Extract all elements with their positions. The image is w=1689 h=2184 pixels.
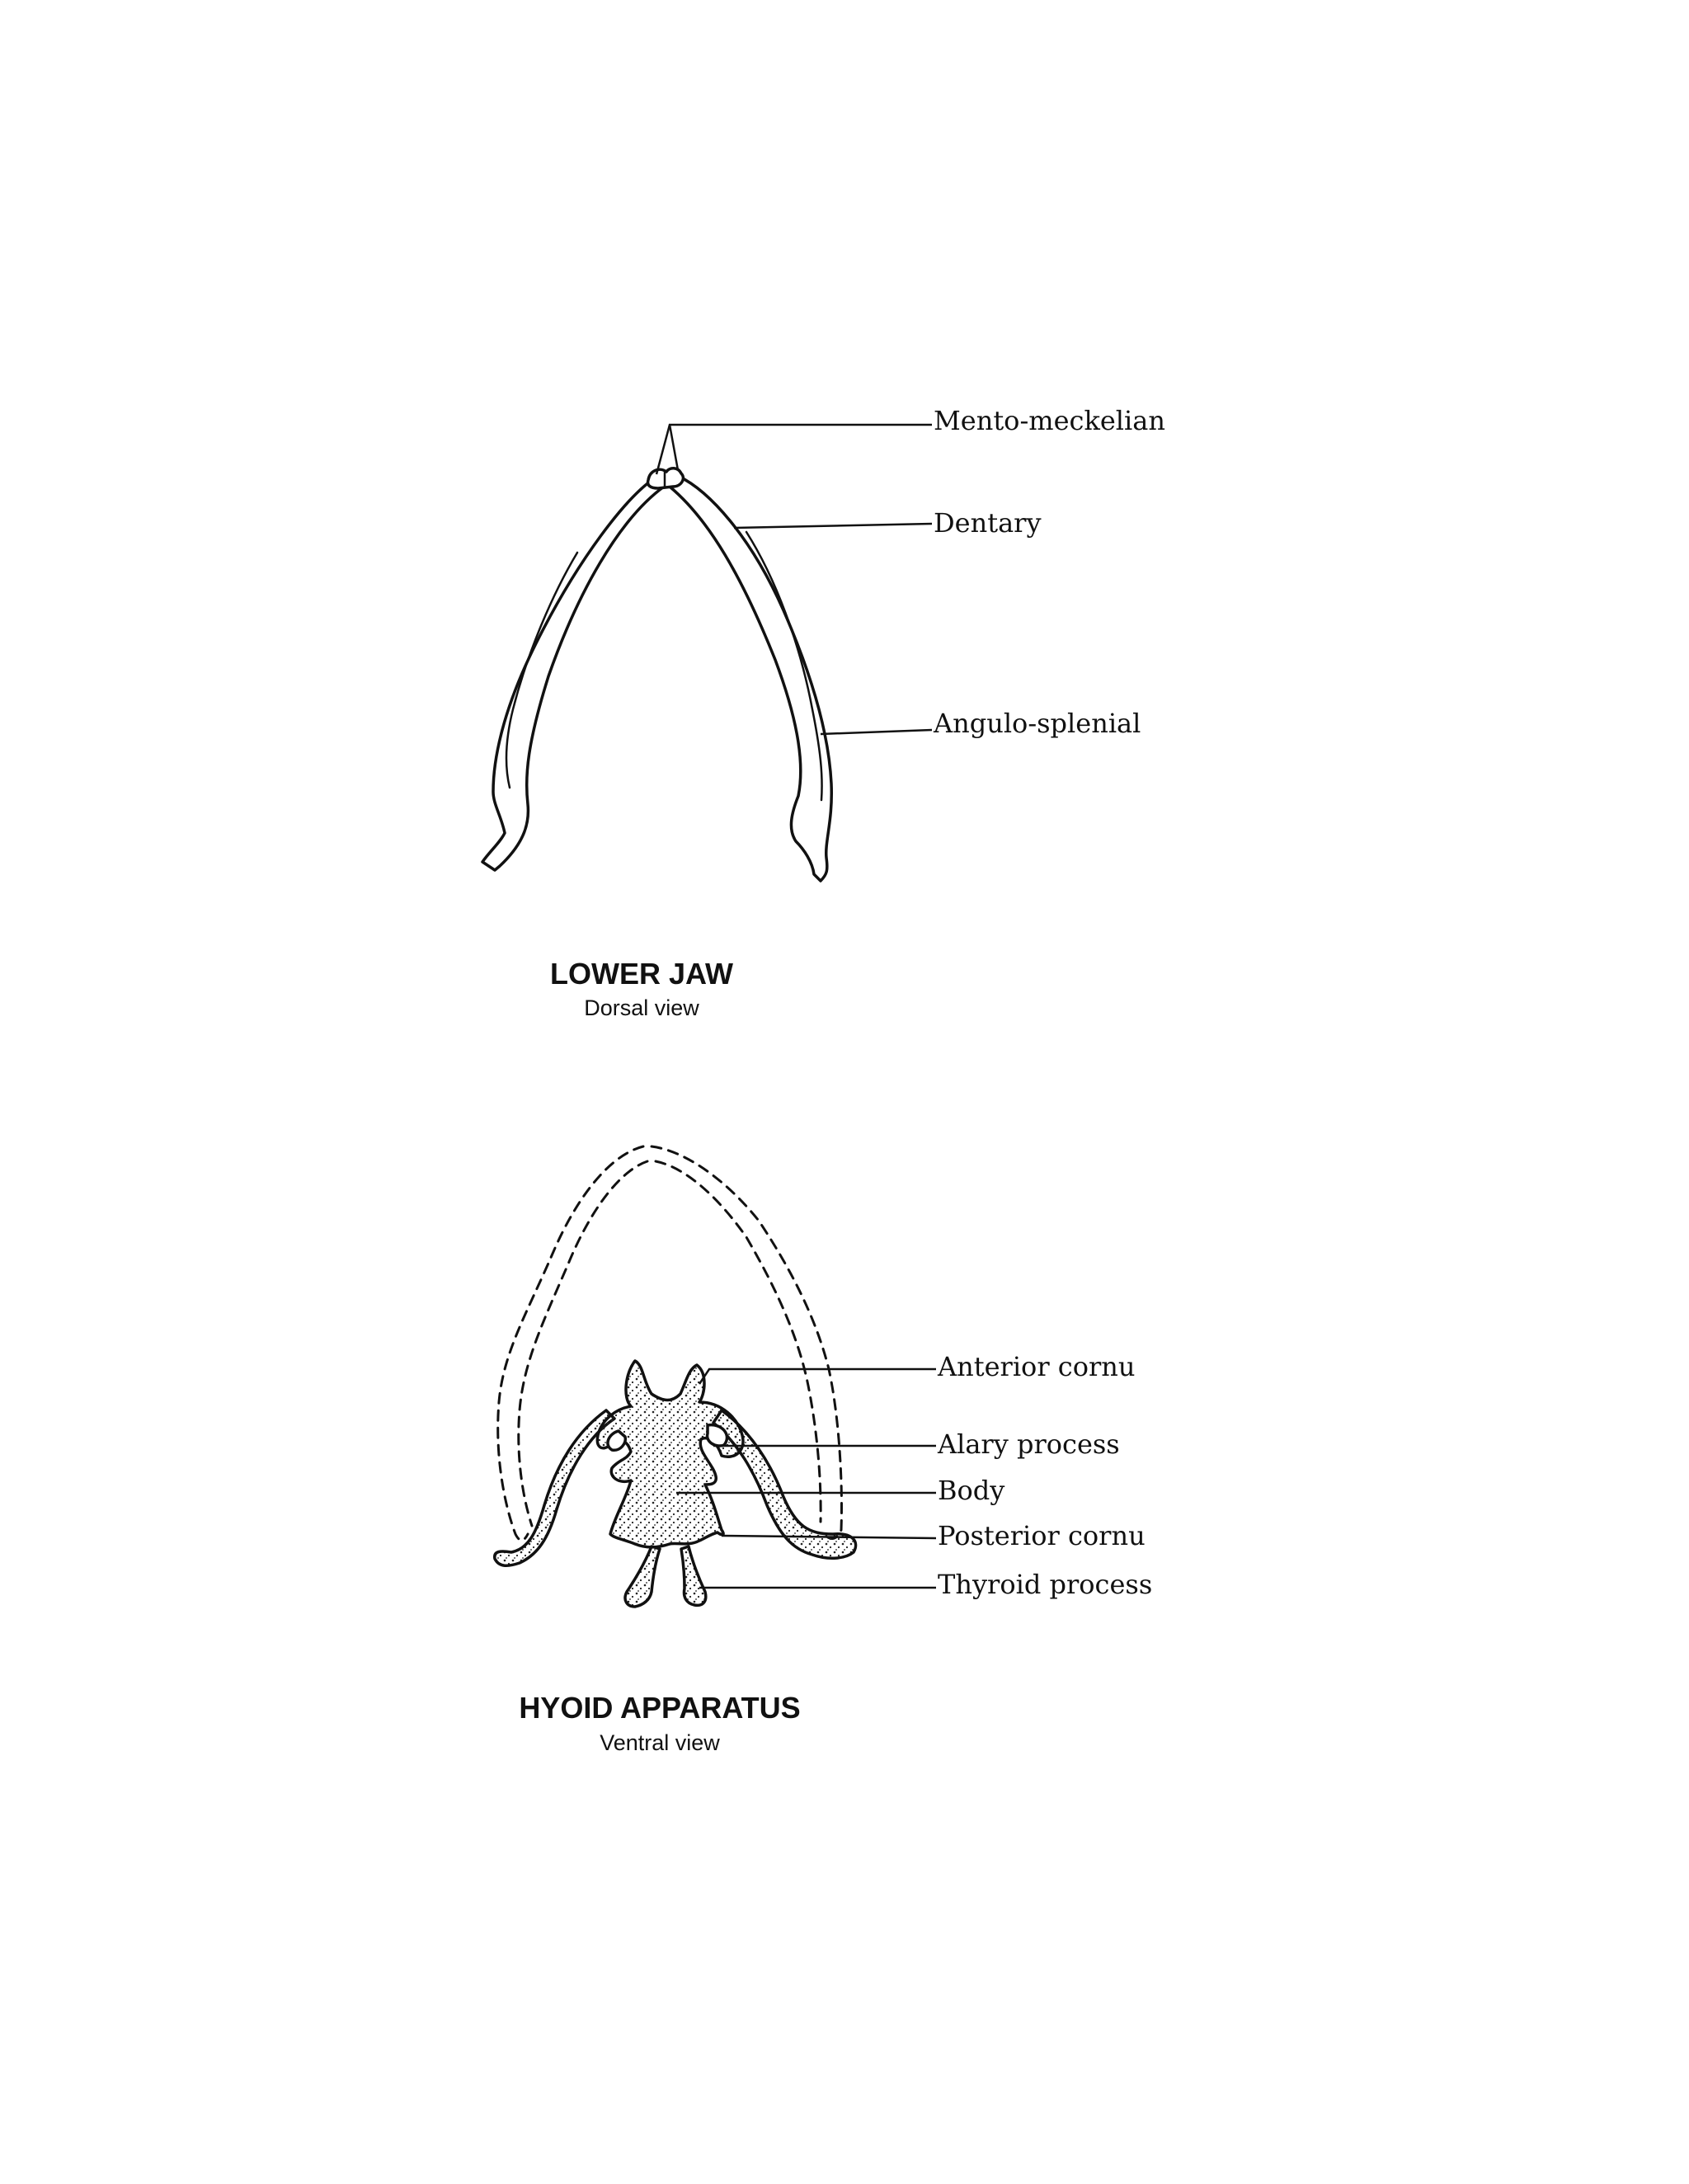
- label-body: Body: [938, 1475, 1005, 1506]
- lower-jaw-title: LOWER JAW: [550, 957, 733, 991]
- mento-meckelian-leader: [656, 425, 932, 474]
- label-angulo-splenial: Angulo-splenial: [934, 708, 1141, 739]
- label-thyroid-process: Thyroid process: [938, 1569, 1153, 1600]
- right-dentary: [670, 476, 831, 881]
- dentary-leader: [734, 524, 932, 528]
- lower-jaw-view: Dorsal view: [584, 996, 699, 1020]
- hyoid-view: Ventral view: [600, 1730, 720, 1755]
- left-hyoid-horn: [495, 1410, 614, 1565]
- lower-jaw-drawing: [482, 468, 831, 881]
- hyoid-title: HYOID APPARATUS: [519, 1691, 801, 1725]
- left-thyroid-process: [625, 1546, 660, 1607]
- anterior-cornu-leader: [699, 1369, 936, 1384]
- label-posterior-cornu: Posterior cornu: [938, 1520, 1146, 1551]
- label-mento-meckelian: Mento-meckelian: [934, 405, 1165, 436]
- label-alary-process: Alary process: [938, 1429, 1120, 1460]
- left-alary-process: [608, 1431, 625, 1450]
- posterior-cornu-leader: [722, 1536, 936, 1538]
- right-thyroid-process: [681, 1546, 706, 1605]
- hyoid-body: [597, 1361, 743, 1547]
- left-dentary: [482, 476, 664, 870]
- angulo-splenial-leader: [821, 730, 932, 734]
- label-anterior-cornu: Anterior cornu: [938, 1351, 1136, 1382]
- label-dentary: Dentary: [934, 507, 1042, 539]
